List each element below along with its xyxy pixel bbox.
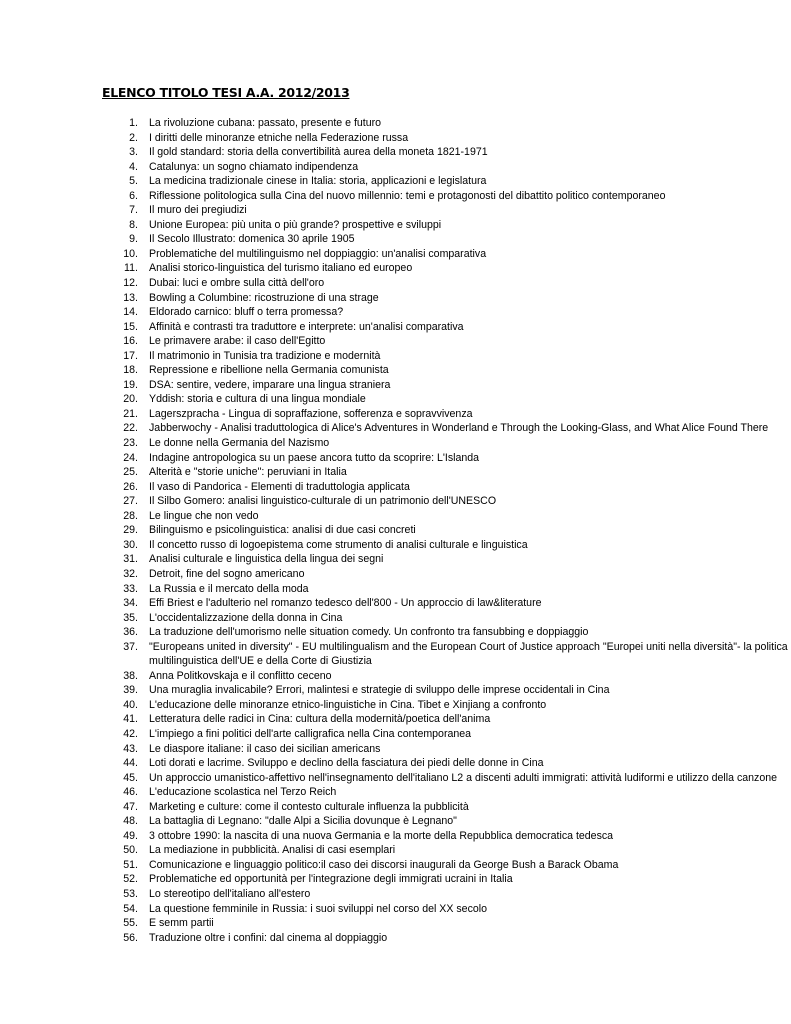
list-item-number: 10. bbox=[123, 247, 138, 260]
list-item-number: 52. bbox=[123, 873, 138, 886]
list-item bbox=[0, 174, 791, 189]
list-item bbox=[0, 887, 791, 902]
list-item bbox=[0, 683, 791, 698]
list-item-number: 31. bbox=[123, 553, 138, 566]
list-item-number: 41. bbox=[123, 713, 138, 726]
list-item bbox=[0, 378, 791, 393]
list-item-number: 19. bbox=[123, 378, 138, 391]
list-item bbox=[0, 814, 791, 829]
list-item bbox=[0, 567, 791, 582]
list-item bbox=[0, 145, 791, 160]
list-item-title: Riflessione politologica sulla Cina del nuovo millennio: temi e protagonosti del dibattito politico contemporaneo bbox=[149, 189, 666, 202]
list-item bbox=[0, 291, 791, 306]
list-item-title: Il concetto russo di logoepistema come strumento di analisi culturale e linguistica bbox=[149, 538, 528, 551]
thesis-list bbox=[0, 116, 791, 945]
list-item bbox=[0, 494, 791, 509]
list-item-number: 46. bbox=[123, 786, 138, 799]
list-item bbox=[0, 363, 791, 378]
list-item bbox=[0, 727, 791, 742]
list-item bbox=[0, 872, 791, 887]
list-item-title: Problematiche ed opportunità per l'integrazione degli immigrati ucraini in Italia bbox=[149, 873, 513, 886]
list-item bbox=[0, 829, 791, 844]
list-item bbox=[0, 232, 791, 247]
list-item bbox=[0, 712, 791, 727]
list-item-title: I diritti delle minoranze etniche nella Federazione russa bbox=[149, 131, 409, 144]
list-item-number: 9. bbox=[129, 233, 138, 246]
list-item-title: Bowling a Columbine: ricostruzione di una strage bbox=[149, 291, 379, 304]
list-item-number: 39. bbox=[123, 684, 138, 697]
list-item bbox=[0, 203, 791, 218]
list-item-title: Catalunya: un sogno chiamato indipendenza bbox=[149, 160, 359, 173]
list-item-title: "Europeans united in diversity" - EU multilingualism and the European Court of Justice approach "Europei uniti nella diversità"- la politica multilinguistica dell'UE e della Corte di Giustizia bbox=[149, 640, 788, 668]
list-item-number: 17. bbox=[123, 349, 138, 362]
list-item-number: 37. bbox=[123, 640, 138, 653]
list-item-number: 53. bbox=[123, 888, 138, 900]
list-item bbox=[0, 538, 791, 553]
list-item-number: 42. bbox=[123, 727, 138, 740]
list-item bbox=[0, 261, 791, 276]
list-item bbox=[0, 582, 791, 597]
list-item-number: 2. bbox=[129, 131, 138, 144]
list-item bbox=[0, 218, 791, 233]
list-item-title: Analisi storico-linguistica del turismo italiano ed europeo bbox=[149, 262, 413, 275]
list-item-number: 49. bbox=[123, 829, 138, 842]
list-item-number: 18. bbox=[123, 364, 138, 377]
list-item-title: L'educazione delle minoranze etnico-linguistiche in Cina. Tibet e Xinjiang a confronto bbox=[149, 698, 547, 711]
list-item bbox=[0, 480, 791, 495]
list-item bbox=[0, 843, 791, 858]
list-item-title: Repressione e ribellione nella Germania comunista bbox=[149, 364, 389, 377]
list-item-number: 51. bbox=[123, 858, 138, 871]
list-item-title: Un approccio umanistico-affettivo nell'insegnamento dell'italiano L2 a discenti adulti immigrati: attività ludiformi e utilizzo della canzone bbox=[149, 771, 778, 784]
list-item-number: 25. bbox=[123, 466, 138, 479]
list-item-number: 38. bbox=[123, 669, 138, 682]
list-item-title: Il Secolo Illustrato: domenica 30 aprile 1905 bbox=[149, 233, 355, 246]
list-item bbox=[0, 611, 791, 626]
list-item-number: 29. bbox=[123, 524, 138, 537]
list-item-number: 35. bbox=[123, 611, 138, 624]
list-item bbox=[0, 509, 791, 524]
list-item bbox=[0, 421, 791, 436]
list-item-title: La medicina tradizionale cinese in Italia: storia, applicazioni e legislatura bbox=[149, 175, 487, 188]
list-item-title: Analisi culturale e linguistica della lingua dei segni bbox=[149, 553, 384, 566]
list-item-title: DSA: sentire, vedere, imparare una lingua straniera bbox=[149, 378, 391, 391]
list-item-number: 23. bbox=[123, 437, 138, 450]
list-item-number: 50. bbox=[123, 844, 138, 857]
list-item bbox=[0, 800, 791, 815]
list-item-title: Letteratura delle radici in Cina: cultura della modernità/poetica dell'anima bbox=[149, 713, 491, 726]
list-item-number: 27. bbox=[123, 495, 138, 508]
list-item-number: 33. bbox=[123, 582, 138, 595]
list-item-number: 16. bbox=[123, 335, 138, 348]
list-item-title: La questione femminile in Russia: i suoi sviluppi nel corso del XX secolo bbox=[149, 902, 487, 915]
list-item bbox=[0, 276, 791, 291]
list-item bbox=[0, 451, 791, 466]
list-item bbox=[0, 916, 791, 931]
page-title: ELENCO TITOLO TESI A.A. 2012/2013 bbox=[102, 85, 350, 100]
list-item-number: 28. bbox=[123, 509, 138, 522]
list-item-title: Il vaso di Pandorica - Elementi di traduttologia applicata bbox=[149, 480, 410, 493]
list-item-number: 34. bbox=[123, 597, 138, 610]
list-item bbox=[0, 858, 791, 873]
list-item bbox=[0, 931, 791, 946]
list-item-title: Detroit, fine del sogno americano bbox=[149, 567, 305, 580]
list-item-title: E semm partii bbox=[149, 917, 214, 930]
list-item-title: Problematiche del multilinguismo nel doppiaggio: un'analisi comparativa bbox=[149, 247, 487, 260]
list-item bbox=[0, 189, 791, 204]
list-item-number: 24. bbox=[123, 451, 138, 464]
list-item-title: Lo stereotipo dell'italiano all'estero bbox=[149, 888, 311, 900]
list-item-title: Effi Briest e l'adulterio nel romanzo tedesco dell'800 - Un approccio di law&literature bbox=[149, 597, 542, 610]
list-item bbox=[0, 160, 791, 175]
list-item bbox=[0, 742, 791, 757]
list-item bbox=[0, 640, 791, 669]
list-item-title: La rivoluzione cubana: passato, presente e futuro bbox=[149, 117, 382, 129]
list-item bbox=[0, 320, 791, 335]
list-item-number: 43. bbox=[123, 742, 138, 755]
list-item-number: 20. bbox=[123, 393, 138, 406]
list-item-title: Il gold standard: storia della convertibilità aurea della moneta 1821-1971 bbox=[149, 146, 488, 159]
list-item-title: Anna Politkovskaja e il conflitto ceceno bbox=[149, 669, 332, 682]
list-item-title: L'occidentalizzazione della donna in Cina bbox=[149, 611, 343, 624]
list-item bbox=[0, 523, 791, 538]
list-item-title: Le diaspore italiane: il caso dei sicilian americans bbox=[149, 742, 381, 755]
list-item-title: La mediazione in pubblicità. Analisi di casi esemplari bbox=[149, 844, 396, 857]
list-item bbox=[0, 756, 791, 771]
list-item-number: 45. bbox=[123, 771, 138, 784]
list-item bbox=[0, 902, 791, 917]
list-item-title: 3 ottobre 1990: la nascita di una nuova Germania e la morte della Repubblica democratica tedesca bbox=[149, 829, 614, 842]
list-item-title: Comunicazione e linguaggio politico:il caso dei discorsi inaugurali da George Bush a Barack Obama bbox=[149, 858, 619, 871]
list-item-number: 56. bbox=[123, 931, 138, 944]
list-item-number: 47. bbox=[123, 800, 138, 813]
list-item-number: 1. bbox=[129, 117, 138, 129]
list-item bbox=[0, 436, 791, 451]
list-item-title: Affinità e contrasti tra traduttore e interprete: un'analisi comparativa bbox=[149, 320, 464, 333]
list-item-title: L'impiego a fini politici dell'arte calligrafica nella Cina contemporanea bbox=[149, 727, 472, 740]
list-item-number: 15. bbox=[123, 320, 138, 333]
list-item-title: Unione Europea: più unita o più grande? prospettive e sviluppi bbox=[149, 218, 442, 231]
list-item-number: 36. bbox=[123, 626, 138, 639]
list-item-number: 5. bbox=[129, 175, 138, 188]
list-item-number: 32. bbox=[123, 567, 138, 580]
list-item-number: 11. bbox=[124, 262, 138, 275]
list-item-title: Eldorado carnico: bluff o terra promessa? bbox=[149, 306, 344, 319]
list-item-number: 13. bbox=[123, 291, 138, 304]
list-item-number: 55. bbox=[123, 917, 138, 930]
list-item bbox=[0, 596, 791, 611]
list-item-title: Bilinguismo e psicolinguistica: analisi di due casi concreti bbox=[149, 524, 416, 537]
list-item-title: Una muraglia invalicabile? Errori, malintesi e strategie di sviluppo delle imprese occidentali in Cina bbox=[149, 684, 610, 697]
list-item-title: Loti dorati e lacrime. Sviluppo e declino della fasciatura dei piedi delle donne in Cina bbox=[149, 757, 544, 770]
list-item-number: 14. bbox=[123, 306, 138, 319]
list-item-number: 22. bbox=[123, 422, 138, 435]
list-item bbox=[0, 305, 791, 320]
list-item-title: Il muro dei pregiudizi bbox=[149, 204, 247, 217]
list-item bbox=[0, 785, 791, 800]
list-item-title: Le lingue che non vedo bbox=[149, 509, 259, 522]
list-item bbox=[0, 131, 791, 146]
list-item-title: Lagerszpracha - Lingua di sopraffazione, sofferenza e sopravvivenza bbox=[149, 407, 473, 420]
list-item bbox=[0, 771, 791, 786]
list-item bbox=[0, 552, 791, 567]
list-item-title: Dubai: luci e ombre sulla città dell'oro bbox=[149, 277, 325, 290]
list-item bbox=[0, 349, 791, 364]
list-item-title: Il Silbo Gomero: analisi linguistico-culturale di un patrimonio dell'UNESCO bbox=[149, 495, 497, 508]
list-item-number: 12. bbox=[123, 277, 138, 290]
list-item-title: Traduzione oltre i confini: dal cinema al doppiaggio bbox=[149, 931, 388, 944]
list-item-number: 8. bbox=[129, 218, 138, 231]
list-item-title: Le donne nella Germania del Nazismo bbox=[149, 437, 330, 450]
list-item-title: Indagine antropologica su un paese ancora tutto da scoprire: L'Islanda bbox=[149, 451, 480, 464]
list-item-title: Alterità e "storie uniche": peruviani in Italia bbox=[149, 466, 347, 479]
list-item-number: 6. bbox=[129, 189, 138, 202]
list-item bbox=[0, 465, 791, 480]
list-item bbox=[0, 625, 791, 640]
list-item-number: 30. bbox=[123, 538, 138, 551]
list-item-number: 3. bbox=[129, 146, 138, 159]
list-item-title: La battaglia di Legnano: "dalle Alpi a Sicilia dovunque è Legnano" bbox=[149, 815, 457, 828]
list-item-number: 4. bbox=[129, 160, 138, 173]
list-item-number: 7. bbox=[129, 204, 138, 217]
list-item bbox=[0, 669, 791, 684]
list-item bbox=[0, 116, 791, 131]
list-item-number: 48. bbox=[123, 815, 138, 828]
list-item bbox=[0, 334, 791, 349]
list-item-title: Yddish: storia e cultura di una lingua mondiale bbox=[149, 393, 366, 406]
list-item-number: 54. bbox=[123, 902, 138, 915]
list-item-title: La traduzione dell'umorismo nelle situation comedy. Un confronto tra fansubbing e doppiaggio bbox=[149, 626, 589, 639]
list-item bbox=[0, 392, 791, 407]
list-item-number: 26. bbox=[123, 480, 138, 493]
list-item-title: Il matrimonio in Tunisia tra tradizione e modernità bbox=[149, 349, 381, 362]
list-item-number: 44. bbox=[123, 757, 138, 770]
list-item bbox=[0, 698, 791, 713]
list-item bbox=[0, 247, 791, 262]
list-item-title: Marketing e culture: come il contesto culturale influenza la pubblicità bbox=[149, 800, 469, 813]
list-item-title: Jabberwochy - Analisi traduttologica di Alice's Adventures in Wonderland e Through the Looking-Glass, and What Alice Found There bbox=[149, 422, 769, 435]
list-item bbox=[0, 407, 791, 422]
list-item-title: Le primavere arabe: il caso dell'Egitto bbox=[149, 335, 326, 348]
list-item-number: 40. bbox=[123, 698, 138, 711]
list-item-title: L'educazione scolastica nel Terzo Reich bbox=[149, 786, 337, 799]
list-item-number: 21. bbox=[123, 407, 138, 420]
list-item-title: La Russia e il mercato della moda bbox=[149, 582, 309, 595]
